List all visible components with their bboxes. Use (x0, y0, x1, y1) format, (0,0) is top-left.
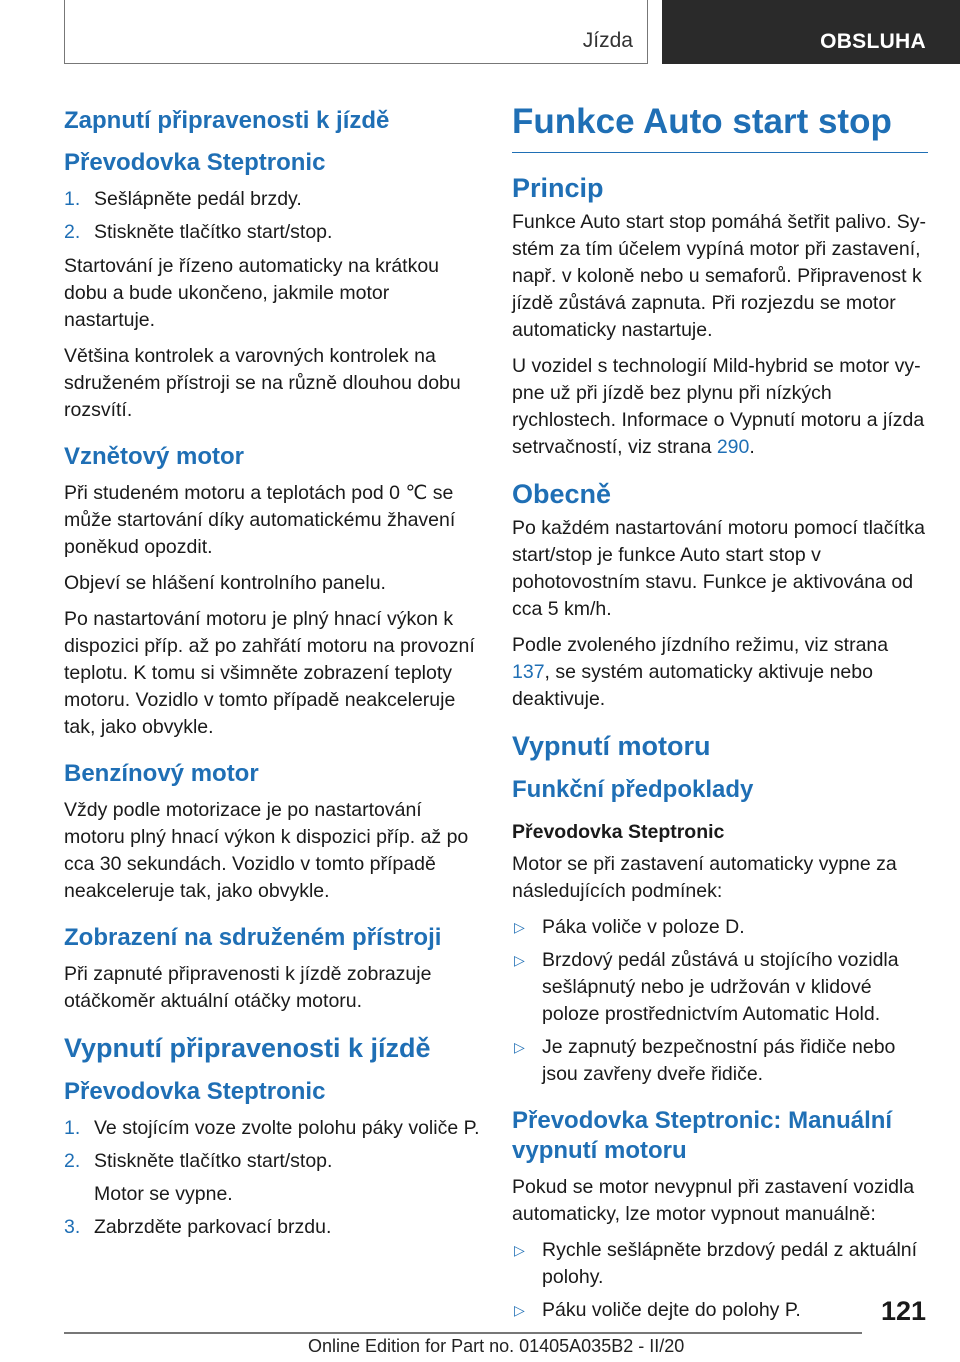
list-item: 3. Zabrzděte parkovací brzdu. (64, 1216, 332, 1238)
step-result: Motor se vypne. (94, 1183, 233, 1205)
list-item: ▷ Brzdový pedál zůstává u stojícího vozidla sešlápnutý nebo je udržován v klidové poloze prostřednictvím Automatic Hold. (514, 949, 899, 1025)
start-steps-list (64, 186, 480, 246)
list-item: 1. Ve stojícím voze zvolte polohu páky voliče P. (64, 1117, 480, 1139)
left-column (64, 100, 480, 1248)
stop-steps-list (64, 1115, 480, 1241)
page-ref-link[interactable]: 290 (716, 436, 750, 458)
subheading-petrol: Benzínový motor (64, 760, 259, 787)
paragraph: Pokud se motor nevypnul při zastavení vozidla automaticky, lze motor vypnout manuálně: (512, 1176, 915, 1225)
section-heading-general: Obecně (512, 479, 612, 509)
minor-heading-steptronic: Převodovka Steptronic (512, 821, 725, 843)
header-section-title: Jízda (582, 29, 633, 52)
paragraph: Vždy podle motorizace je po nastartování motoru plný hnací výkon k dispozici příp. až po cca 30 sekundách. Vozidlo v tomto případě neakceleruje tak, jako obvykle. (64, 799, 469, 902)
triangle-bullet-icon: ▷ (514, 1039, 525, 1055)
paragraph: Startování je řízeno automaticky na krátkou dobu a bude ukončeno, jakmile motor nastartuje. (64, 255, 440, 331)
triangle-bullet-icon: ▷ (514, 952, 525, 968)
list-item: ▷ Páku voliče dejte do polohy P. (514, 1299, 801, 1321)
paragraph: Funkce Auto start stop pomáhá šetřit palivo. Systém za tím účelem vypíná motor při zastavení, např. v koloně nebo u semaforů. Připravenost k jízdě zůstává zapnuta. Při rozjezdu se motor automaticky nastartuje. (512, 211, 927, 341)
footer-edition: Online Edition for Part no. 01405A035B2 - II/20 (308, 1336, 685, 1356)
list-item: 2. Stiskněte tlačítko start/stop. (64, 221, 333, 243)
page-number: 121 (880, 1296, 926, 1326)
triangle-bullet-icon: ▷ (514, 1302, 525, 1318)
list-item: ▷ Rychle sešlápněte brzdový pedál z aktuální polohy. (514, 1239, 918, 1288)
paragraph: Po nastartování motoru je plný hnací výkon k dispozici příp. až po zahřátí motoru na provozní teplotu. K tomu si všimněte zobrazení teploty motoru. Vozidlo v tomto případě neakceleruje tak, jako obvykle. (64, 608, 475, 738)
subheading-cluster: Zobrazení na sdruženém přístroji (64, 924, 442, 951)
triangle-bullet-icon: ▷ (514, 1242, 525, 1258)
paragraph: Po každém nastartování motoru pomocí tlačítka start/stop je funkce Auto start stop v pohotovostním stavu. Funkce je aktivována od cca 5 km/h. (512, 517, 925, 620)
paragraph: Motor se při zastavení automaticky vypne za následujících podmínek: (512, 853, 897, 902)
section-heading-stop-readiness: Vypnutí připravenosti k jízdě (64, 1033, 431, 1063)
header-chapter-tab: OBSLUHA (662, 0, 960, 64)
section-heading-engine-off: Vypnutí motoru (512, 731, 711, 761)
conditions-list (512, 914, 928, 1088)
list-item: ▷ Páka voliče v poloze D. (514, 916, 745, 938)
list-item: 1. Sešlápněte pedál brzdy. (64, 188, 302, 210)
paragraph: Podle zvoleného jízdního režimu, viz strana 137, se systém automaticky aktivuje nebo deaktivuje. (512, 634, 889, 710)
section-heading-principle: Princip (512, 173, 604, 203)
footer-divider (64, 1332, 862, 1334)
subheading-manual-off: Převodovka Steptronic: Manuální vypnutí motoru (512, 1107, 893, 1164)
paragraph: Při zapnuté připravenosti k jízdě zobrazuje otáčkoměr aktuální otáčky motoru. (64, 963, 432, 1012)
manual-steps-list (512, 1237, 928, 1324)
paragraph: U vozidel s technologií Mild-hybrid se motor vypne už při jízdě bez plynu při nízkých rychlostech. Informace o Vypnutí motoru a jízda setrvačností, viz strana 290. (512, 355, 925, 458)
right-column (512, 100, 928, 1331)
subheading-stop-steptronic: Převodovka Steptronic (64, 1078, 326, 1105)
subheading-start-steptronic: Převodovka Steptronic (64, 149, 326, 176)
paragraph: Objeví se hlášení kontrolního panelu. (64, 572, 386, 594)
triangle-bullet-icon: ▷ (514, 919, 525, 935)
list-item: ▷ Je zapnutý bezpečnostní pás řidiče nebo jsou zavřeny dveře řidiče. (514, 1036, 896, 1085)
paragraph: Většina kontrolek a varovných kontrolek na sdruženém přístroji se na různě dlouhou dobu rozsvítí. (64, 345, 461, 421)
header-frame (64, 0, 648, 64)
subheading-prerequisites: Funkční předpoklady (512, 776, 754, 803)
list-item: 2. Stiskněte tlačítko start/stop. Motor se vypne. (64, 1148, 480, 1208)
page-title: Funkce Auto start stop (512, 100, 928, 153)
page-ref-link[interactable]: 137 (512, 661, 545, 683)
subheading-diesel: Vznětový motor (64, 443, 245, 470)
paragraph: Při studeném motoru a teplotách pod 0 ℃ se může startování díky automatickému žhavení poněkud opozdit. (64, 482, 456, 558)
section-heading-start-readiness: Zapnutí připravenosti k jízdě (64, 107, 390, 134)
